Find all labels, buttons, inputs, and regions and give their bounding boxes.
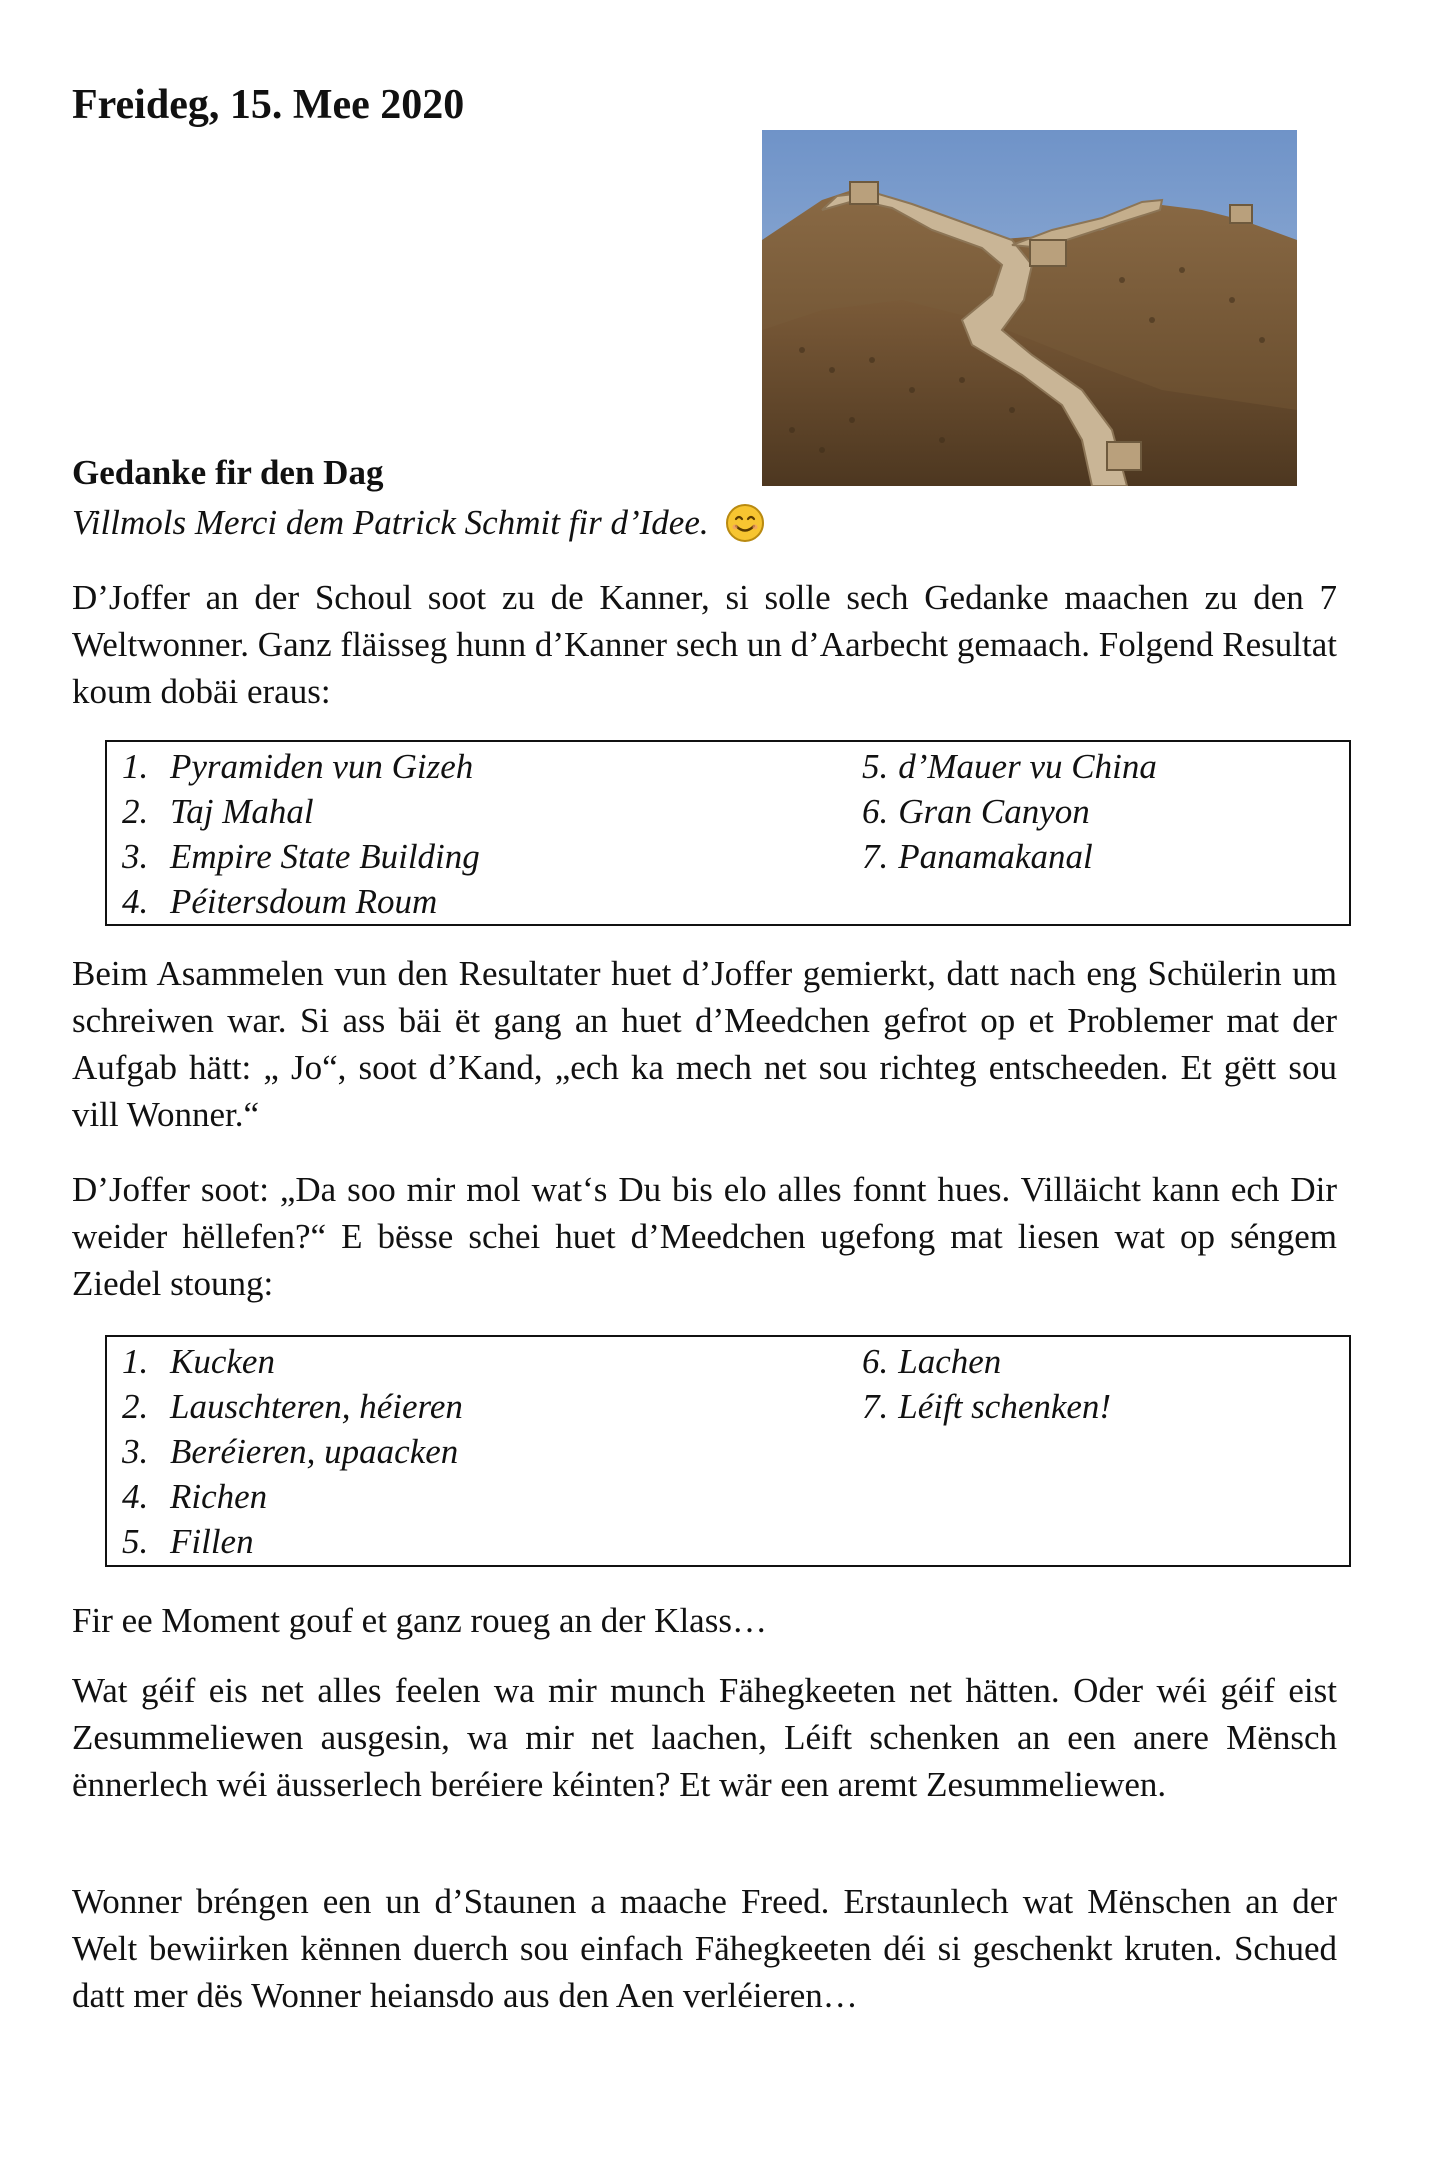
list-item: 5. Fillen — [122, 1522, 254, 1561]
thanks-text: Villmols Merci dem Patrick Schmit fir d’Idee. — [72, 503, 709, 542]
wonders-list-right-column — [862, 744, 1157, 879]
list-item: 7. Panamakanal — [862, 837, 1093, 876]
thanks-line — [72, 500, 765, 546]
list-item: 6. Gran Canyon — [862, 792, 1090, 831]
list-item: 2. Taj Mahal — [122, 792, 314, 831]
list-item: 7. Léift schenken! — [862, 1387, 1112, 1426]
wonders-list-box — [105, 740, 1351, 926]
paragraph-teacher-question: D’Joffer soot: „Da soo mir mol wat‘s Du bis elo alles fonnt hues. Villäicht kann ech Dir weider hëllefen?“ E bësse schei huet d’Meedchen ugefong mat liesen wat op séngem Ziedel stoung: — [72, 1170, 1337, 1303]
great-wall-photo — [762, 130, 1297, 486]
paragraph-reflection: Wat géif eis net alles feelen wa mir munch Fähegkeeten net hätten. Oder wéi géif eist Zesummeliewen ausgesin, wa mir net laachen, Léift schenken an een anere Mënsch ënnerlech wéi äusserlech beréiere kéinten? Et wär een aremt Zesummeliewen. — [72, 1671, 1337, 1804]
smiling-face-icon — [725, 503, 765, 543]
great-wall-image — [762, 130, 1297, 486]
section-heading: Gedanke fir den Dag — [72, 453, 384, 492]
paragraph-silence: Fir ee Moment gouf et ganz roueg an der Klass… — [72, 1601, 767, 1640]
list-item: 3. Beréieren, upaacken — [122, 1432, 459, 1471]
list-item: 6. Lachen — [862, 1342, 1002, 1381]
list-item: 4. Péitersdoum Roum — [122, 882, 438, 921]
list-item: 1. Kucken — [122, 1342, 275, 1381]
paragraph-observation: Beim Asammelen vun den Resultater huet d’Joffer gemierkt, datt nach eng Schülerin um schreiwen war. Si ass bäi ët gang an huet d’Meedchen gefrot op et Problemer mat der Aufgab hätt: „ Jo“, soot d’Kand, „ech ka mech net sou richteg entscheeden. Et gëtt sou vill Wonner.“ — [72, 954, 1337, 1134]
abilities-list-box — [105, 1335, 1351, 1567]
abilities-list-right-column — [862, 1339, 1111, 1429]
list-item: 4. Richen — [122, 1477, 268, 1516]
abilities-list-left-column — [122, 1339, 463, 1564]
page-date-heading: Freideg, 15. Mee 2020 — [72, 82, 465, 128]
list-item: 5. d’Mauer vu China — [862, 747, 1157, 786]
list-item: 3. Empire State Building — [122, 837, 480, 876]
paragraph-task: D’Joffer an der Schoul soot zu de Kanner, si solle sech Gedanke maachen zu den 7 Weltwonner. Ganz fläisseg hunn d’Kanner sech un d’Aarbecht gemaach. Folgend Resultat koum dobäi eraus: — [72, 578, 1337, 711]
list-item: 1. Pyramiden vun Gizeh — [122, 747, 474, 786]
paragraph-conclusion: Wonner bréngen een un d’Staunen a maache Freed. Erstaunlech wat Mënschen an der Welt bewiirken kënnen duerch sou einfach Fähegkeeten déi si geschenkt kruten. Schued datt mer dës Wonner heiansdo aus den Aen verléieren… — [72, 1882, 1337, 2015]
wonders-list-left-column — [122, 744, 480, 924]
list-item: 2. Lauschteren, héieren — [122, 1387, 463, 1426]
